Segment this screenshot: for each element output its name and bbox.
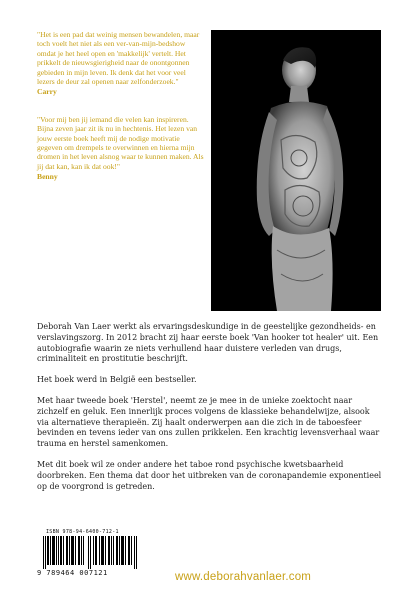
isbn-barcode	[37, 529, 142, 578]
website-link[interactable]: www.deborahvanlaer.com	[175, 571, 312, 583]
barcode-digits: 9 789464 007121	[37, 569, 108, 577]
quote-author: Benny	[37, 172, 58, 182]
paragraph: Het boek werd in België een bestseller.	[37, 375, 197, 385]
tattooed-woman-image	[211, 30, 381, 311]
testimonial-quote	[37, 115, 205, 182]
quote-text: "Voor mij ben jij iemand die velen kan inspireren. Bijna zeven jaar zit ik nu in hechtenis. Het lezen van jouw eerste boek heeft mij de nodige motivatie gegeven om drempels te overwinnen en hierna mijn dromen in het leven alsnog waar te kunnen maken. Als jij dat kan, kan ik dat ook!"	[37, 114, 204, 171]
isbn-label: ISBN 978-94-6400-712-1	[46, 529, 119, 535]
back-cover-text	[37, 322, 383, 492]
testimonial-quote	[37, 30, 205, 97]
paragraph: Met dit boek wil ze onder andere het taboe rond psychische kwetsbaarheid doorbreken. Een thema dat door het uitbreken van de coronapandemie exponentieel op de voorgrond is getreden.	[37, 459, 382, 491]
author-photo	[211, 30, 381, 311]
quote-author: Carry	[37, 87, 57, 97]
testimonials	[37, 30, 205, 182]
paragraph: Deborah Van Laer werkt als ervaringsdeskundige in de geestelijke gezondheids- en verslavingszorg. In 2012 bracht zij haar eerste boek 'Van hooker tot healer' uit. Een autobiografie waarin ze niets verhullend haar duistere verleden van drugs, criminaliteit en prostitutie beschrijft.	[37, 322, 379, 364]
paragraph: Met haar tweede boek 'Herstel', neemt ze je mee in de unieke zoektocht naar zichzelf en geluk. Een innerlijk proces volgens de klassieke behandelwijze, alsook via alternatieve therapieën. Zij haalt onderwerpen aan die zich in de taboesfeer bevinden en tevens ieder van ons zullen prikkelen. Een krachtig levensverhaal waar trauma en herstel samenkomen.	[37, 395, 380, 449]
quote-text: "Het is een pad dat weinig mensen bewandelen, maar toch voelt het niet als een ver-van-mijn-bedshow omdat je het heel open en 'makkelijk' vertelt. Het prikkelt de nieuwsgierigheid naar de onontgonnen gebieden in mijn leven. Ik denk dat het voor veel lezers de deur zal openen naar zelfonderzoek."	[37, 30, 200, 87]
barcode-icon	[43, 536, 137, 569]
